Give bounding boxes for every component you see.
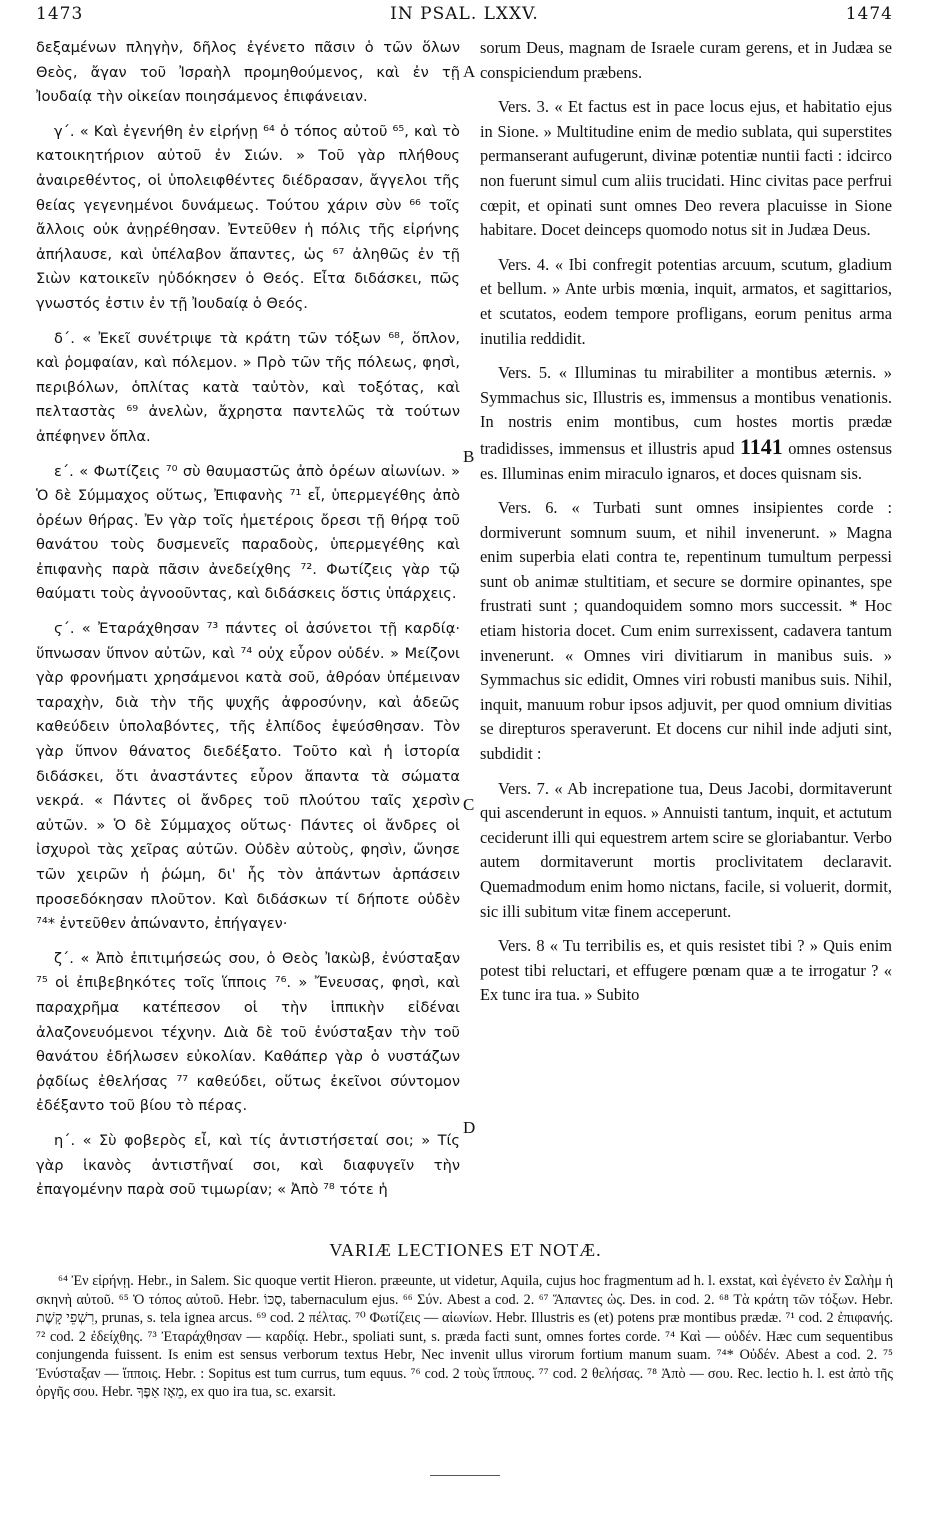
running-header: [36, 4, 893, 30]
page-number-left: 1473: [36, 4, 84, 24]
column-number: 1141: [739, 433, 783, 459]
margin-letter-d: D: [463, 1118, 476, 1137]
greek-paragraph: ζ΄. « Ἀπὸ ἐπιτιμήσεώς σου, ὁ Θεὸς Ἰακὼβ, ἐνύσταξαν ⁷⁵ οἱ ἐπιβεβηκότες τοῖς ἵπποις ⁷⁶. » Ἔνευσας, φησὶ, καὶ παραχρῆμα κατέπεσον οἱ τὴν ἱππικὴν εἰδέναι ἀλαζονευόμενοι τέχνην. Διὰ δὲ τοῦ ἐνύσταξαν τὴν τοῦ θανάτου ἐδήλωσεν εὐκολίαν. Καθάπερ γὰρ ὁ νυστάζων ῥᾳδίως ἐθελήσας ⁷⁷ καθεύδει, οὕτως ἐκεῖνοι σύντομον ἐδέξαντο τοῦ βίου τὸ πέρας.: [36, 949, 460, 1115]
latin-paragraph: [480, 361, 892, 486]
greek-paragraph: δεξαμένων πληγὴν, δῆλος ἐγένετο πᾶσιν ὁ τῶν ὅλων Θεὸς, ἄγαν τοῦ Ἰσραὴλ προμηθούμενος, καὶ ἐν τῇ Ἰουδαίᾳ τὴν οἰκείαν ποιησάμενος ἐπιφάνειαν.: [36, 39, 460, 106]
end-rule: [430, 1475, 500, 1476]
latin-paragraph: Vers. 7. « Ab increpatione tua, Deus Jacobi, dormitaverunt qui ascenderunt in equos. » Annuisti tantum, inquit, et actutum ceciderunt illi qui equestrem artem scire se gloriabantur. Verbo autem dormitaverunt mortis proclivitatem declaravit. Quemadmodum enim homo nictans, facile, si voluerit, dormit, sic illi subitum vitæ finem acceperunt.: [480, 778, 892, 921]
greek-paragraph: ϛ΄. « Ἐταράχθησαν ⁷³ πάντες οἱ ἀσύνετοι τῇ καρδίᾳ· ὕπνωσαν ὕπνον αὐτῶν, καὶ ⁷⁴ οὐχ εὗρον οὐδέν. » Μείζονι γὰρ φρονήματι χρησάμενοι κατὰ σοῦ, ἀθρόαν ὑπέμειναν ταραχὴν, διὰ τὴν τῆς ψυχῆς ἀφροσύνην, καὶ ἀδεῶς καθεύδειν ὑπολαβόντες, τῆς ἐλπίδος ἐψεύσθησαν. Τὸν γὰρ ὕπνον θάνατος διεδέξατο. Τοῦτο καὶ ἡ ἱστορία διδάσκει, ὅτι ἀναστάντες εὗρον ἅπαντα τὰ σώματα νεκρά. « Πάντες οἱ ἄνδρες τοῦ πλούτου ταῖς χερσὶν αὐτῶν. » Ὁ δὲ Σύμμαχος οὕτως· Πάντες οἱ ἄνδρες οἱ ἰσχυροὶ τὰς χεῖρας αὐτῶν. Οὐδὲν αὐτοὺς, φησὶν, ὤνησε τῶν χειρῶν ἡ ῥώμη, δι' ἧς τὸν ἁπάντων ἁρπάσειν προσεδόκησαν πλοῦτον. Καὶ διδάσκων τί δήποτε οὐδὲν ⁷⁴* ἐντεῦθεν ἀπώναντο, ἐπήγαγεν·: [36, 620, 460, 933]
latin-paragraph: sorum Deus, magnam de Israele curam gerens, et in Judæa se conspiciendum præbens.: [480, 38, 892, 82]
margin-letter-c: C: [463, 795, 475, 814]
latin-column: [480, 36, 892, 1008]
notes-block: [36, 1272, 893, 1402]
greek-paragraph: δ΄. « Ἐκεῖ συνέτριψε τὰ κράτη τῶν τόξων ⁶⁸, ὅπλον, καὶ ῥομφαίαν, καὶ πόλεμον. » Πρὸ τῶν τῆς πόλεως, φησὶ, περιβόλων, ὁπλίτας κατὰ ταὐτὸν, καὶ τοξότας, καὶ πελταστὰς ⁶⁹ ἀνελὼν, ἄχρηστα παντελῶς τὰ τούτων ἀπέφηνεν ὅπλα.: [36, 329, 460, 445]
greek-paragraph: ε΄. « Φωτίζεις ⁷⁰ σὺ θαυμαστῶς ἀπὸ ὀρέων αἰωνίων. » Ὁ δὲ Σύμμαχος οὕτως, Ἐπιφανὴς ⁷¹ εἶ, ὑπερμεγέθης ἀπὸ ὀρέων θήρας. Ἐν γὰρ τοῖς ἡμετέροις ὄρεσι τῇ θήρᾳ τοῦ θανάτου τοὺς δυσμενεῖς παραδοὺς, ὑπερμεγέθης καὶ ἐπιφανὴς παρὰ πᾶσιν ἀνεδείχθης ⁷². Φωτίζεις γὰρ τῷ θαύματι τοὺς ἀγνοοῦντας, καὶ διδάσκεις ὅστις ὑπάρχεις.: [36, 462, 460, 603]
latin-paragraph: Vers. 4. « Ibi confregit potentias arcuum, scutum, gladium et bellum. » Ante urbis mœnia, inquit, armatos, et sagittarios, et scutatos, eodem tempore profligans, eorum penitus arma inutilia reddidit.: [480, 254, 892, 348]
notes-title: VARIÆ LECTIONES ET NOTÆ.: [329, 1240, 602, 1260]
running-title: IN PSAL. LXXV.: [390, 4, 539, 24]
greek-column: [36, 36, 460, 1203]
margin-letter-b: B: [463, 447, 475, 466]
latin-text: Vers. 5. « Illuminas tu mirabiliter a montibus æternis. » Symmachus sic, Illustris es, immensus a montibus venationis. In nostris enim montibus, cum hostes mortis prædæ tradidisses, immensus et illustris apud: [480, 363, 892, 458]
notes-text: ⁶⁴ Ἐν εἰρήνῃ. Hebr., in Salem. Sic quoque vertit Hieron. præeunte, ut videtur, Aquila, cujus hoc fragmentum ad h. l. exstat, καὶ ἐγένετο ἐν Σαλὴμ ἡ σκηνὴ αὐτοῦ. ⁶⁵ Ὁ τόπος αὐτοῦ. Hebr. סֻכּוֹ, tabernaculum ejus. ⁶⁶ Σύν. Abest a cod. 2. ⁶⁷ Ἅπαντες ὡς. Des. in cod. 2. ⁶⁸ Τὰ κράτη τῶν τόξων. Hebr. רִשְׁפֵי קָשֶׁת, prunas, s. tela ignea arcus. ⁶⁹ cod. 2 πέλτας. ⁷⁰ Φωτίζεις — αἰωνίων. Hebr. Illustris es (et) potens præ montibus prædæ. ⁷¹ cod. 2 ἐπιφανής. ⁷² cod. 2 ἐδείχθης. ⁷³ Ἐταράχθησαν — καρδίᾳ. Hebr., spoliati sunt, s. præda facti sunt, omnes fortes corde. ⁷⁴ Καὶ — οὐδέν. Hæc cum sequentibus conjungenda fuissent. Is enim est sensus verborum textus Hebr, Nec invenit ullus virorum fortium manum suam. ⁷⁴* Οὐδέν. Abest a cod. 2. ⁷⁵ Ἐνύσταξαν — ἵπποις. Hebr. : Sopitus est tum currus, tum equus. ⁷⁶ cod. 2 τοὺς ἵππους. ⁷⁷ cod. 2 θελήσας. ⁷⁸ Ἀπὸ — σου. Rec. lectio h. l. est ἀπὸ τῆς ὀργῆς σου. Hebr. מֵאָז אַפֶּךָ, ex quo ira tua, sc. exarsit.: [36, 1273, 894, 1400]
latin-paragraph: Vers. 6. « Turbati sunt omnes insipientes corde : dormiverunt somnum suum, et nihil invenerunt. » Magna enim superbia elati contra te, repentinum tumultum perpessi sunt ob animæ stultitiam, et secure se dormire opinantes, spe frustrati sunt ; quandoquidem somno mors successit. * Hoc etiam historia docet. Cum enim surrexissent, cadavera tantum invenerunt. « Omnes viri divitiarum in manibus suis. » Symmachus sic edidit, Omnes viri robusti manibus suis. Nihil, inquit, manuum robur ipsos adjuvit, per quod omnium divitias se direpturos speraverunt. Et docens cur nihil inde adjuti sint, subdidit :: [480, 498, 892, 764]
greek-paragraph: γ΄. « Καὶ ἐγενήθη ἐν εἰρήνῃ ⁶⁴ ὁ τόπος αὐτοῦ ⁶⁵, καὶ τὸ κατοικητήριον αὐτοῦ ἐν Σιών. » Τοῦ γὰρ πλήθους ἀναιρεθέντος, οἱ ὑπολειφθέντες διέδρασαν, ἄγγελοι τῆς θείας γεγενημένοι δυνάμεως. Τούτου χάριν σὺν ⁶⁶ τοῖς ἄλλοις οὐκ ἀνῃρέθησαν. Ἐντεῦθεν ἡ πόλις τῆς εἰρήνης ἀπήλαυσε, καὶ ὑπέλαβον ἅπαντες, ὡς ⁶⁷ ἀληθῶς ἐν τῇ Σιὼν κατοικεῖν ηὐδόκησεν ὁ Θεός. Εἶτα διδάσκει, πῶς γνωστός ἐστιν ἐν τῇ Ἰουδαίᾳ ὁ Θεός.: [36, 122, 460, 312]
latin-paragraph: Vers. 8 « Tu terribilis es, et quis resistet tibi ? » Quis enim potest tibi reluctari, et effugere pœnam quæ a te irrogatur ? « Ex tunc ira tua. » Subito: [480, 936, 892, 1005]
greek-paragraph: η΄. « Σὺ φοβερὸς εἶ, καὶ τίς ἀντιστήσεταί σοι; » Τίς γὰρ ἱκανὸς ἀντιστῆναί σοι, καὶ διαφυγεῖν τὴν ἐπαγομένην παρὰ σοῦ τιμωρίαν; « Ἀπὸ ⁷⁸ τότε ἡ: [36, 1131, 460, 1199]
latin-paragraph: Vers. 3. « Et factus est in pace locus ejus, et habitatio ejus in Sione. » Multitudine enim de medio sublata, qui superstites permanserant aufugerunt, divinæ potentiæ nuntii facti : idcirco non fuerunt simul cum aliis trucidati. Hinc civitas pace perfrui cœpit, et opinati sunt omnes Deo revera placuisse in Sione habitare. Docet deinceps quomodo notus sit in Judæa Deus.: [480, 97, 892, 240]
page-number-right: 1474: [845, 4, 893, 24]
margin-letter-a: A: [463, 62, 476, 81]
latin-text: omnes ostensus es. Illuminas enim miraculo ignaros, et doces quisnam sis.: [480, 438, 893, 483]
